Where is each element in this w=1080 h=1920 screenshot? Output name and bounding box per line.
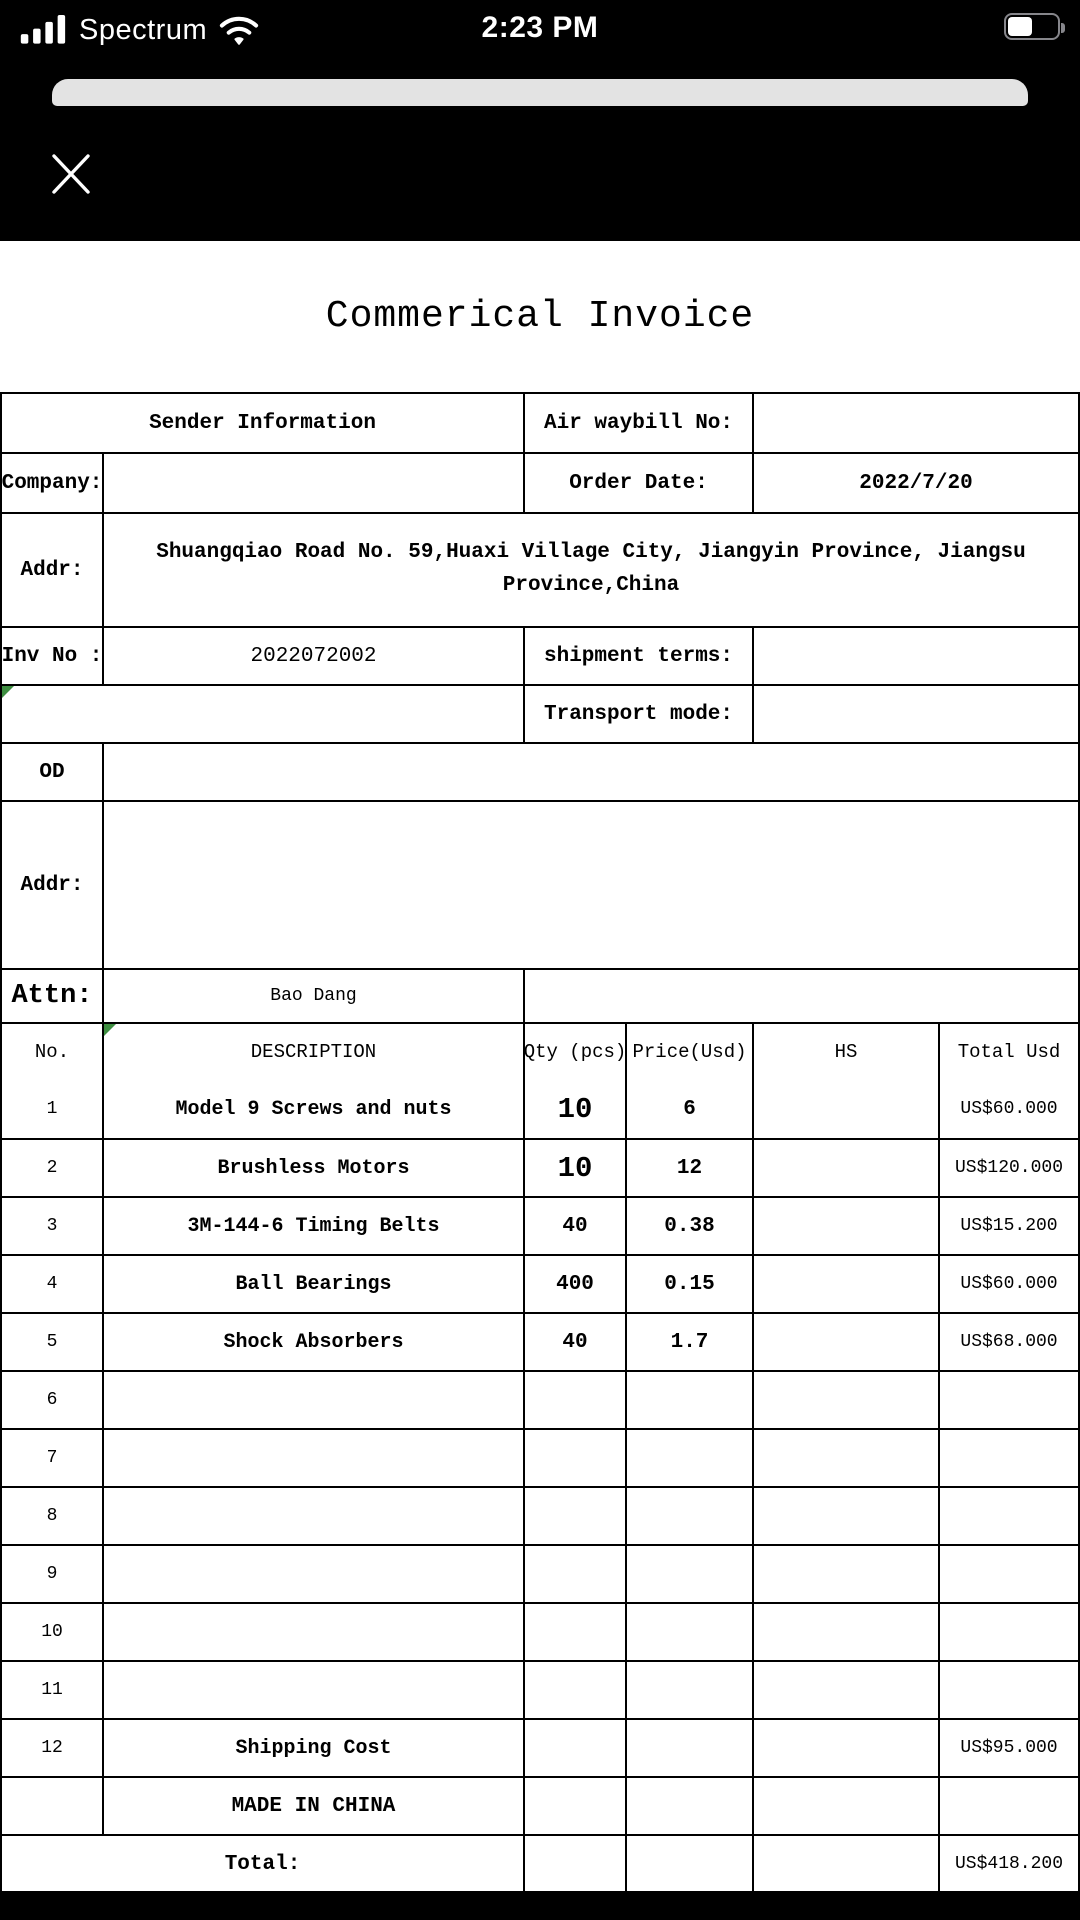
status-bar [0, 0, 1080, 60]
item-total: US$15.200 [938, 1198, 1078, 1254]
item-total: US$95.000 [938, 1720, 1078, 1776]
item-hs [752, 1662, 938, 1718]
air-waybill-label: Air waybill No: [523, 394, 752, 452]
row-od [2, 742, 1078, 800]
item-row [2, 1718, 1078, 1776]
row-items-header [2, 1022, 1078, 1080]
row-attn [2, 968, 1078, 1022]
item-hs [752, 1488, 938, 1544]
attn-label: Attn: [11, 981, 93, 1011]
item-description [102, 1662, 523, 1718]
row-transport-mode [2, 684, 1078, 742]
made-in-price-cell [625, 1778, 752, 1834]
item-total [938, 1546, 1078, 1602]
od-value [102, 744, 1078, 800]
item-no: 12 [41, 1738, 63, 1758]
item-price: 0.38 [625, 1198, 752, 1254]
item-total [938, 1488, 1078, 1544]
item-description: Model 9 Screws and nuts [102, 1080, 523, 1138]
total-hs-cell [752, 1836, 938, 1891]
item-no: 9 [46, 1564, 58, 1584]
items-rows [2, 1080, 1078, 1776]
item-total: US$60.000 [938, 1256, 1078, 1312]
row-sender-header [2, 394, 1078, 452]
sender-addr-label: Addr: [20, 558, 84, 582]
item-price [625, 1546, 752, 1602]
item-no: 3 [46, 1216, 58, 1236]
item-description: Shock Absorbers [102, 1314, 523, 1370]
item-no: 10 [41, 1622, 63, 1642]
shipment-terms-label: shipment terms: [523, 628, 752, 684]
header-hs: HS [752, 1024, 938, 1080]
item-price [625, 1430, 752, 1486]
header-description: DESCRIPTION [102, 1024, 523, 1080]
item-row [2, 1254, 1078, 1312]
invoice-title: Commerical Invoice [325, 295, 755, 338]
item-no: 7 [46, 1448, 58, 1468]
sender-information-label: Sender Information [149, 411, 376, 435]
item-qty [523, 1662, 625, 1718]
made-in-hs-cell [752, 1778, 938, 1834]
receiver-addr-value [102, 802, 1078, 968]
item-row [2, 1138, 1078, 1196]
company-value [102, 454, 523, 512]
item-hs [752, 1256, 938, 1312]
item-hs [752, 1372, 938, 1428]
invoice-document [0, 241, 1080, 1891]
item-total [938, 1372, 1078, 1428]
shipment-terms-value [752, 628, 1078, 684]
receiver-addr-label: Addr: [20, 873, 84, 897]
item-row [2, 1080, 1078, 1138]
item-row [2, 1660, 1078, 1718]
item-qty: 40 [523, 1314, 625, 1370]
item-hs [752, 1314, 938, 1370]
item-price [625, 1720, 752, 1776]
item-no: 11 [41, 1680, 63, 1700]
item-qty: 10 [523, 1140, 625, 1196]
item-price [625, 1662, 752, 1718]
row-receiver-addr [2, 800, 1078, 968]
total-label: Total: [224, 1852, 301, 1876]
item-total: US$120.000 [938, 1140, 1078, 1196]
header-total: Total Usd [938, 1024, 1078, 1080]
item-price: 1.7 [625, 1314, 752, 1370]
item-qty: 10 [523, 1080, 625, 1138]
item-qty [523, 1546, 625, 1602]
made-in-no-cell [2, 1778, 102, 1834]
row-total [2, 1834, 1078, 1891]
item-price [625, 1488, 752, 1544]
item-qty [523, 1720, 625, 1776]
close-icon [50, 151, 92, 197]
battery-icon [1004, 13, 1060, 40]
made-in-total-cell [938, 1778, 1078, 1834]
item-no: 6 [46, 1390, 58, 1410]
item-hs [752, 1546, 938, 1602]
item-hs [752, 1198, 938, 1254]
row-invno-shipterms [2, 626, 1078, 684]
item-price [625, 1372, 752, 1428]
company-label: Company: [1, 471, 103, 495]
air-waybill-value [752, 394, 1078, 452]
item-hs [752, 1604, 938, 1660]
item-description: 3M-144-6 Timing Belts [102, 1198, 523, 1254]
header-price: Price(Usd) [625, 1024, 752, 1080]
item-price [625, 1604, 752, 1660]
item-description: Shipping Cost [102, 1720, 523, 1776]
item-row [2, 1370, 1078, 1428]
item-no: 2 [46, 1158, 58, 1178]
attn-value: Bao Dang [102, 970, 523, 1022]
item-total: US$60.000 [938, 1080, 1078, 1138]
item-row [2, 1486, 1078, 1544]
item-qty: 400 [523, 1256, 625, 1312]
inv-no-value: 2022072002 [102, 628, 523, 684]
item-qty [523, 1430, 625, 1486]
battery-fill-level [1008, 17, 1032, 36]
item-row [2, 1196, 1078, 1254]
item-qty [523, 1604, 625, 1660]
item-description: Ball Bearings [102, 1256, 523, 1312]
item-description: Brushless Motors [102, 1140, 523, 1196]
inv-no-label: Inv No : [1, 644, 103, 668]
item-row [2, 1428, 1078, 1486]
item-no: 4 [46, 1274, 58, 1294]
item-description [102, 1372, 523, 1428]
item-row [2, 1544, 1078, 1602]
item-price: 12 [625, 1140, 752, 1196]
carrier-label: Spectrum [79, 13, 208, 46]
battery-nub [1061, 23, 1065, 33]
item-price: 0.15 [625, 1256, 752, 1312]
od-label: OD [39, 760, 65, 784]
item-qty [523, 1372, 625, 1428]
item-price: 6 [625, 1080, 752, 1138]
item-no: 5 [46, 1332, 58, 1352]
total-qty-cell [523, 1836, 625, 1891]
item-row [2, 1602, 1078, 1660]
order-date-label: Order Date: [523, 454, 752, 512]
item-hs [752, 1080, 938, 1138]
item-total [938, 1662, 1078, 1718]
transport-mode-label: Transport mode: [523, 686, 752, 742]
item-description [102, 1604, 523, 1660]
total-value: US$418.200 [938, 1836, 1078, 1891]
row-sender-addr [2, 512, 1078, 626]
attn-extra-cell [523, 970, 1078, 1022]
close-button[interactable] [48, 150, 94, 200]
item-description [102, 1488, 523, 1544]
consignee-blank-cell [2, 686, 523, 742]
row-company-orderdate [2, 452, 1078, 512]
item-no: 8 [46, 1506, 58, 1526]
made-in-qty-cell [523, 1778, 625, 1834]
item-description [102, 1546, 523, 1602]
item-hs [752, 1140, 938, 1196]
item-total [938, 1430, 1078, 1486]
row-made-in [2, 1776, 1078, 1834]
item-total [938, 1604, 1078, 1660]
item-hs [752, 1430, 938, 1486]
item-total: US$68.000 [938, 1314, 1078, 1370]
transport-mode-value [752, 686, 1078, 742]
made-in-label: MADE IN CHINA [102, 1778, 523, 1834]
total-price-cell [625, 1836, 752, 1891]
item-qty: 40 [523, 1198, 625, 1254]
item-description [102, 1430, 523, 1486]
invoice-table [0, 392, 1080, 1891]
item-no: 1 [46, 1099, 58, 1119]
sheet-top-edge [52, 79, 1028, 106]
time-label: 2:23 PM [481, 11, 599, 44]
order-date-value: 2022/7/20 [752, 454, 1078, 512]
item-hs [752, 1720, 938, 1776]
header-qty: Qty (pcs) [523, 1024, 625, 1080]
item-row [2, 1312, 1078, 1370]
item-qty [523, 1488, 625, 1544]
header-no: No. [34, 1041, 70, 1063]
sender-addr-value: Shuangqiao Road No. 59,Huaxi Village City, Jiangyin Province, Jiangsu Province,China [102, 514, 1078, 626]
